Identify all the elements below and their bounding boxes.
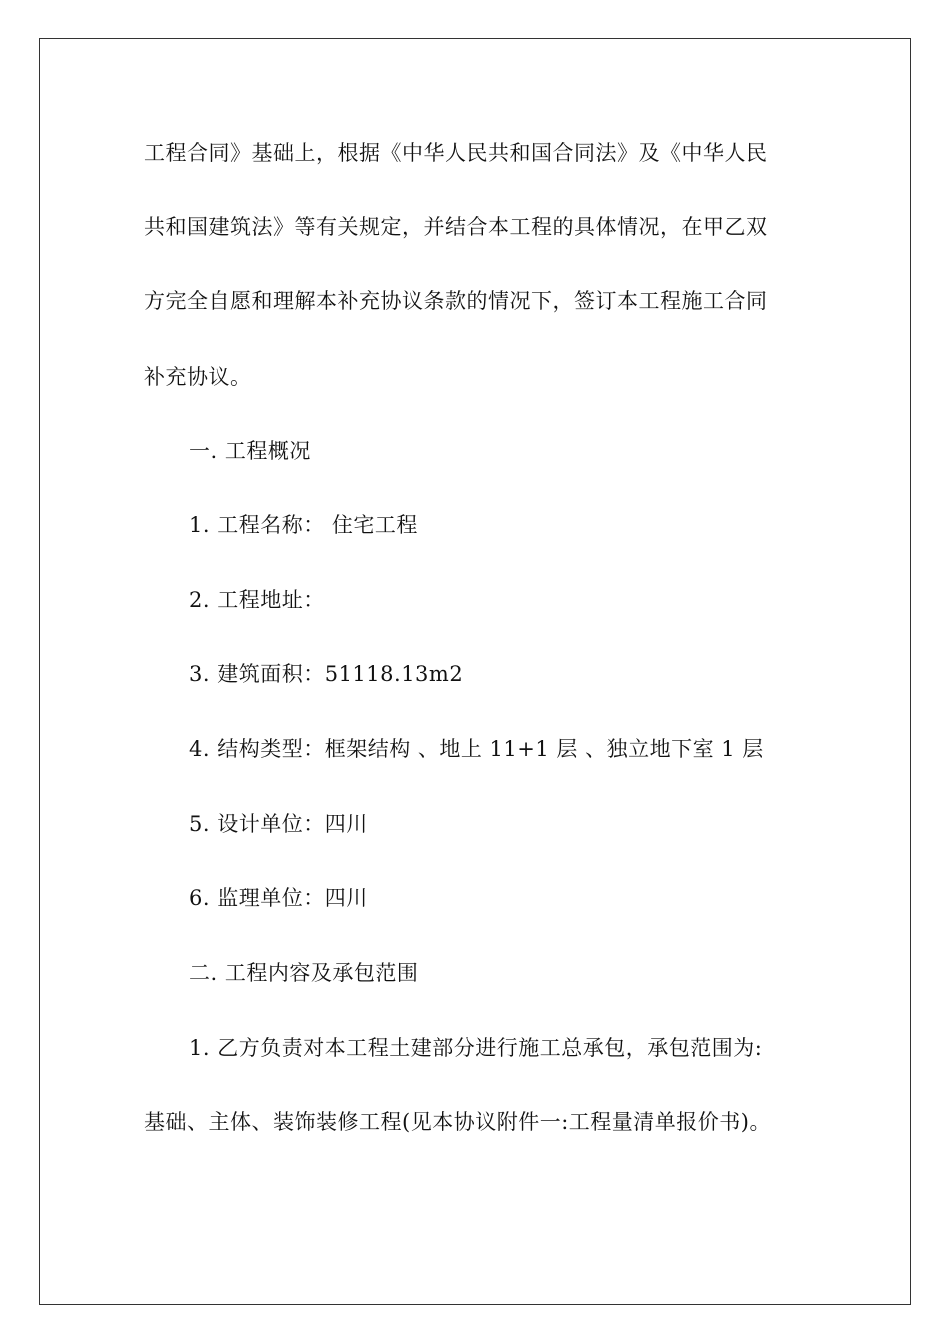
body-text-line: 共和国建筑法》等有关规定，并结合本工程的具体情况，在甲乙双: [144, 215, 768, 239]
list-item-project-address: 2. 工程地址：: [189, 588, 325, 612]
list-item-building-area: 3. 建筑面积：51118.13m2: [189, 662, 464, 686]
list-item-project-name: 1. 工程名称： 住宅工程: [189, 513, 418, 537]
body-text-line: 工程合同》基础上，根据《中华人民共和国合同法》及《中华人民: [144, 141, 768, 165]
list-item-scope-1: 1. 乙方负责对本工程土建部分进行施工总承包，承包范围为:: [189, 1036, 763, 1060]
list-item-supervision-unit: 6. 监理单位：四川: [189, 886, 368, 910]
list-item-structure-type: 4. 结构类型：框架结构 、地上 11+1 层 、独立地下室 1 层: [189, 737, 764, 761]
body-text-line: 基础、主体、装饰装修工程(见本协议附件一:工程量清单报价书)。: [144, 1110, 771, 1134]
body-text-line: 补充协议。: [144, 365, 252, 389]
section-heading-scope: 二. 工程内容及承包范围: [189, 961, 419, 985]
list-item-design-unit: 5. 设计单位：四川: [189, 812, 368, 836]
section-heading-overview: 一. 工程概况: [189, 439, 311, 463]
body-text-line: 方完全自愿和理解本补充协议条款的情况下，签订本工程施工合同: [144, 289, 768, 313]
